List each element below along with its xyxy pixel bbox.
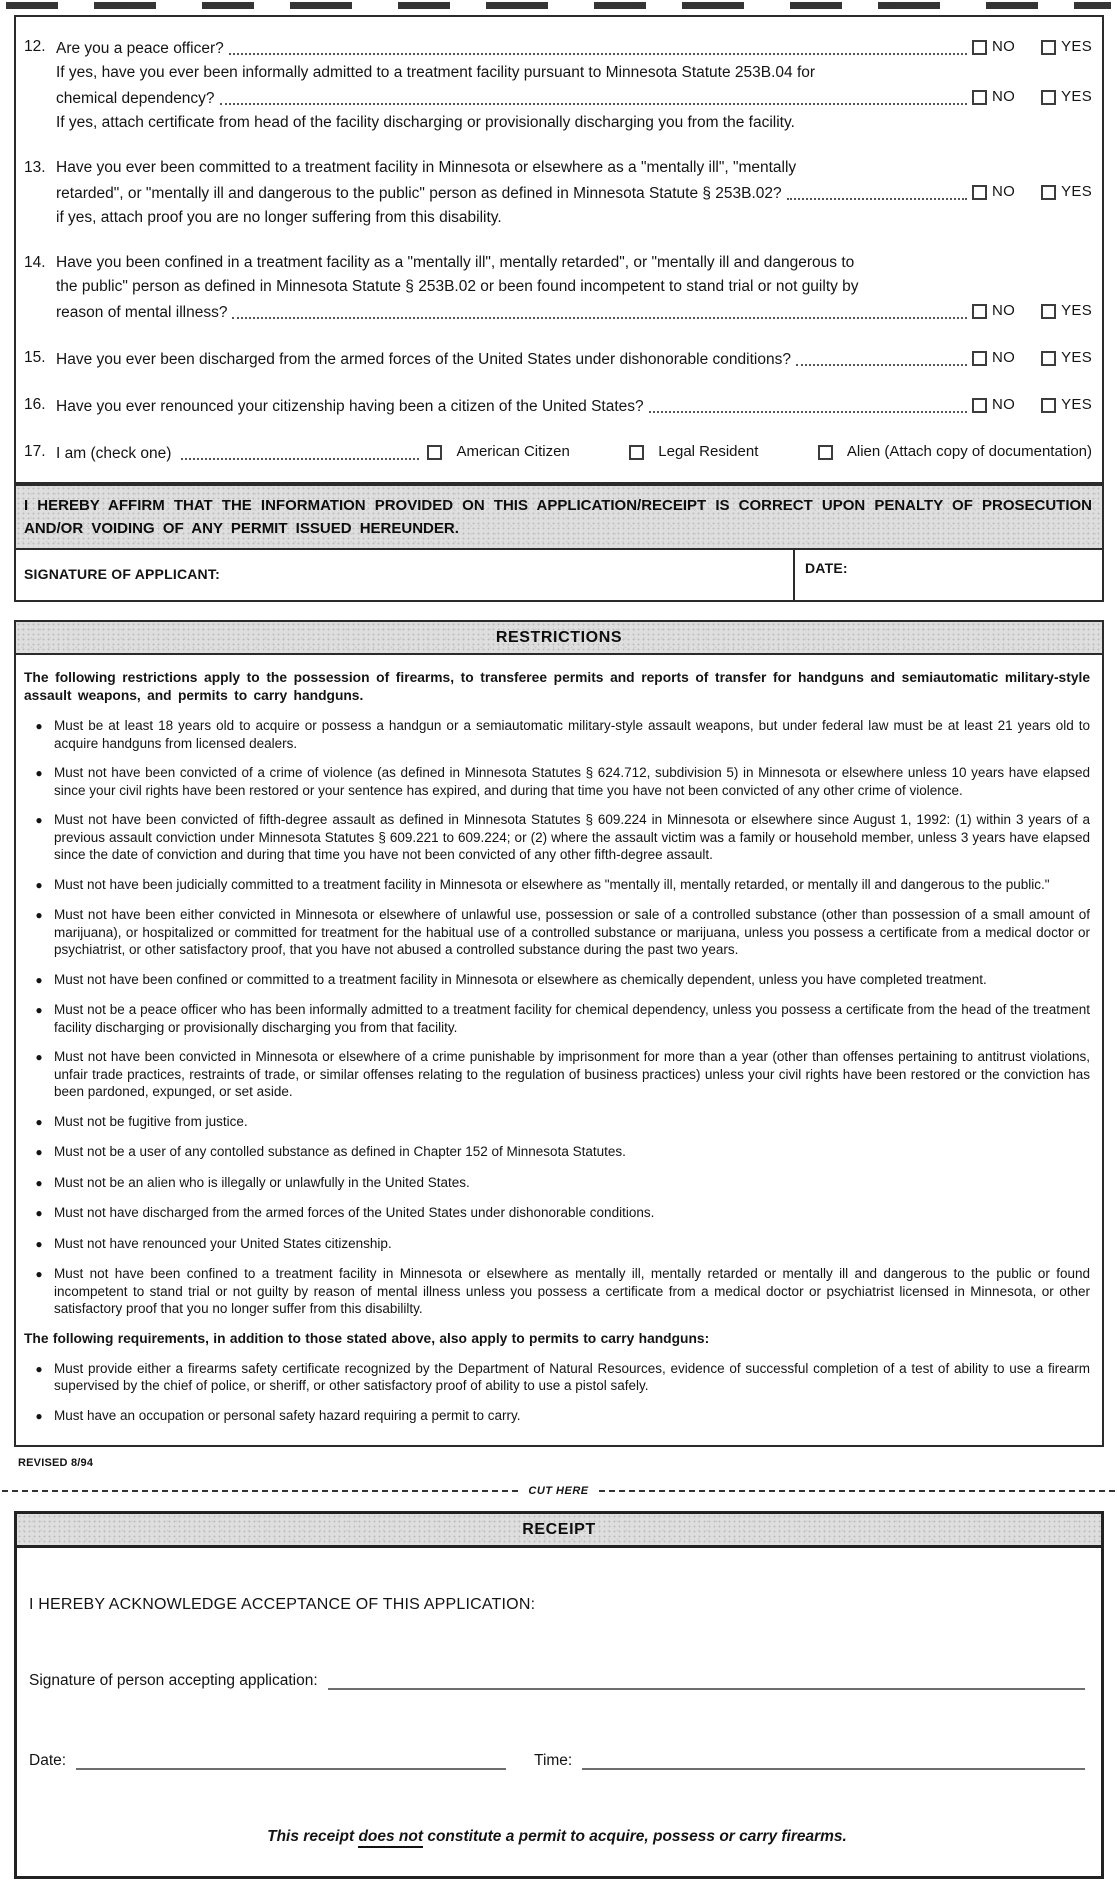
question-number: 13. <box>24 159 46 176</box>
bullet-text: Must not have been either convicted in Minnesota or elsewhere of unlawful use, possession or sale of a controlled substance (other than possession of a small amount of marijuana), or hospitalized or committed for treatment for the habitual use of a controlled substance or marijuana, unless you possess a certificate from a medical doctor or psychiatrist, or other satisfactory proof, that you have not abused a controlled substance during the past two years. <box>54 907 1090 957</box>
option-legal-resident <box>629 440 758 464</box>
question-text: Are you a peace officer? <box>56 40 224 57</box>
question-text: Have you ever renounced your citizenship having been a citizen of the United States? <box>56 398 644 415</box>
restriction-bullet <box>24 764 1090 799</box>
yes-label: YES <box>1061 302 1092 319</box>
receipt-footer: This receipt does not constitute a permit to acquire, possess or carry firearms. <box>29 1828 1085 1846</box>
dotted-leader <box>232 317 967 319</box>
date-cell[interactable] <box>795 550 1102 600</box>
receipt-header <box>17 1514 1101 1548</box>
option-american-citizen <box>427 440 569 464</box>
dotted-leader <box>649 411 967 413</box>
cut-here-label: CUT HERE <box>528 1485 589 1497</box>
question-text: reason of mental illness? <box>56 304 228 321</box>
carry-requirement-bullet <box>24 1407 1090 1426</box>
receipt-section <box>14 1511 1104 1879</box>
no-checkbox[interactable] <box>972 185 987 200</box>
question-number: 17. <box>24 443 46 460</box>
no-label: NO <box>991 349 1016 366</box>
bullet-text: Must not have been convicted of fifth-degree assault as defined in Minnesota Statutes § 609.224 in Minnesota or elsewhere since August 1, 1992: (1) within 3 years of a previous assault conviction under Minnesota Statutes § 609.221 to 609.224; or (2) where the assault victim was a family or household member, unless 3 years have elapsed since the date of conviction and during that time you have not been convicted of any other fifth-degree assault. <box>54 812 1090 862</box>
restrictions-header <box>16 622 1102 655</box>
yes-checkbox[interactable] <box>1041 351 1056 366</box>
bullet-text: Must not have been convicted of a crime of violence (as defined in Minnesota Statutes § 624.712, subdivision 5) in Minnesota or elsewhere unless 10 years have elapsed since your civil rights have been restored or your sentence has expired, and during that time you have not been convicted of any other crime of violence. <box>54 765 1090 798</box>
accepting-signature-row <box>29 1672 1085 1690</box>
restrictions-intro: The following restrictions apply to the possession of firearms, to transferee permits and reports of transfer for handguns and semiautomatic military-style assault weapons, and permits to carry handguns. <box>24 670 1090 703</box>
no-label: NO <box>991 183 1016 200</box>
affirmation-bar <box>14 484 1104 550</box>
carry-requirements-heading: The following requirements, in addition to those stated above, also apply to permits to carry handguns: <box>24 1330 710 1346</box>
yes-label: YES <box>1061 88 1092 105</box>
questions-section <box>14 15 1104 484</box>
restrictions-title: RESTRICTIONS <box>495 629 623 646</box>
bullet-icon: ● <box>35 1267 43 1281</box>
option-label: American Citizen <box>456 443 570 460</box>
restriction-bullet <box>24 1113 1090 1132</box>
question-text: Have you been confined in a treatment facility as a "mentally ill", mentally retarded", or "mentally ill and dangerous to <box>56 254 855 271</box>
bullet-text: Must not have been confined or committed to a treatment facility in Minnesota or elsewhere as chemically dependent, unless you have completed treatment. <box>54 971 987 987</box>
question-13 <box>22 156 1092 230</box>
yes-label: YES <box>1061 183 1092 200</box>
yes-checkbox[interactable] <box>1041 398 1056 413</box>
receipt-date-label: Date: <box>29 1752 67 1769</box>
restriction-bullet <box>24 717 1090 752</box>
question-number: 14. <box>24 254 46 271</box>
restriction-bullet <box>24 971 1090 990</box>
bullet-icon: ● <box>35 766 43 780</box>
no-label: NO <box>991 38 1016 55</box>
bullet-text: Must not be a peace officer who has been informally admitted to a treatment facility for chemical dependency, unless you possess a certificate from the head of the treatment facility discharging or provisionally discharging you from that facility. <box>54 1002 1090 1035</box>
bullet-text: Must provide either a firearms safety certificate recognized by the Department of Natural Resources, evidence of successful completion of a test of ability to use a firearm supervised by the chief of police, or sheriff, or other satisfactory proof of ability to use a pistol safely. <box>54 1360 1090 1393</box>
carry-requirement-bullet <box>24 1360 1090 1395</box>
option-label: Alien (Attach copy of documentation) <box>846 443 1092 460</box>
restriction-bullet <box>24 811 1090 864</box>
dotted-leader <box>229 53 967 55</box>
yes-checkbox[interactable] <box>1041 185 1056 200</box>
no-checkbox[interactable] <box>972 398 987 413</box>
question-12 <box>22 35 1092 135</box>
bullet-icon: ● <box>35 972 43 987</box>
option-alien <box>818 440 1092 464</box>
bullet-icon: ● <box>35 1361 43 1376</box>
yes-label: YES <box>1061 349 1092 366</box>
no-label: NO <box>991 396 1016 413</box>
restriction-bullet <box>24 1174 1090 1193</box>
yes-label: YES <box>1061 38 1092 55</box>
cut-dash-right <box>599 1490 1115 1492</box>
receipt-time-label: Time: <box>534 1752 573 1769</box>
bullet-icon: ● <box>35 1175 43 1190</box>
restriction-bullet <box>24 1204 1090 1223</box>
question-note: If yes, attach certificate from head of the facility discharging or provisionally discharging you from the facility. <box>56 114 795 131</box>
restriction-bullet <box>24 1235 1090 1254</box>
affirmation-text: I HEREBY AFFIRM THAT THE INFORMATION PROVIDED ON THIS APPLICATION/RECEIPT IS CORRECT UPON PENALTY OF PROSECUTION AND/OR VOIDING OF ANY PERMIT ISSUED HEREUNDER. <box>24 497 1092 537</box>
bullet-text: Must not have been judicially committed to a treatment facility in Minnesota or elsewhere as "mentally ill, mentally retarded, or mentally ill and dangerous to the public." <box>54 876 1050 892</box>
dotted-leader <box>220 103 967 105</box>
question-number: 15. <box>24 349 46 366</box>
yes-label: YES <box>1061 396 1092 413</box>
dotted-leader <box>796 364 967 366</box>
question-text: Have you ever been discharged from the armed forces of the United States under dishonorable conditions? <box>56 351 791 368</box>
bullet-icon: ● <box>35 1206 43 1220</box>
date-time-row <box>29 1752 1085 1770</box>
restriction-bullet <box>24 1265 1090 1318</box>
bullet-text: Must not have been confined to a treatment facility in Minnesota or elsewhere as mentally ill, mentally retarded or mentally ill and dangerous to the public or found incompetent to stand trial or not guilty by reason of mental illness unless you possess a certificate from a medical doctor or psychiatrist licensed in Minnesota, or other satisfactory proof that you no longer suffer from this disabililty. <box>54 1266 1090 1316</box>
yes-checkbox[interactable] <box>1041 90 1056 105</box>
no-checkbox[interactable] <box>972 90 987 105</box>
receipt-title: RECEIPT <box>522 1521 596 1538</box>
signature-of-applicant-cell[interactable] <box>16 550 795 600</box>
american-citizen-checkbox[interactable] <box>427 445 442 460</box>
date-fill-line[interactable] <box>76 1768 506 1770</box>
bullet-text: Must not be an alien who is illegally or unlawfully in the United States. <box>54 1174 470 1190</box>
cut-dash-left <box>2 1490 518 1492</box>
question-text: Have you ever been committed to a treatment facility in Minnesota or elsewhere as a "mentally ill", "mentally <box>56 159 797 176</box>
dotted-leader <box>787 198 967 200</box>
yes-checkbox[interactable] <box>1041 40 1056 55</box>
yes-checkbox[interactable] <box>1041 304 1056 319</box>
question-number: 16. <box>24 396 46 413</box>
option-label: Legal Resident <box>658 443 759 460</box>
bullet-text: Must not have renounced your United States citizenship. <box>54 1235 392 1251</box>
restriction-bullet <box>24 906 1090 959</box>
question-text: If yes, have you ever been informally admitted to a treatment facility pursuant to Minnesota Statute 253B.04 for <box>56 64 816 81</box>
restriction-bullet <box>24 876 1090 895</box>
bullet-text: Must have an occupation or personal safety hazard requiring a permit to carry. <box>54 1407 521 1423</box>
bullet-text: Must be at least 18 years old to acquire or possess a handgun or a semiautomatic military-style assault weapons, but under federal law must be at least 21 years old to acquire handguns from licensed dealers. <box>54 718 1090 751</box>
bullet-text: Must not be a user of any contolled substance as defined in Chapter 152 of Minnesota Statutes. <box>54 1144 626 1159</box>
receipt-signature-label: Signature of person accepting application: <box>29 1672 318 1689</box>
question-16 <box>22 393 1092 419</box>
alien-checkbox[interactable] <box>818 445 833 460</box>
bullet-icon: ● <box>35 1145 43 1159</box>
bullet-icon: ● <box>35 719 43 733</box>
no-checkbox[interactable] <box>972 351 987 366</box>
question-text: I am (check one) <box>56 445 172 462</box>
question-number: 12. <box>24 38 46 55</box>
date-label: DATE: <box>805 560 848 576</box>
question-14 <box>22 251 1092 325</box>
bullet-text: Must not have been convicted in Minnesota or elsewhere of a crime punishable by imprisonment for more than a year (other than offenses pertaining to antitrust violations, unfair trade practices, restraints of trade, or similar offenses relating to the regulation of business practices) unless your civil rights have been restored or the conviction has been pardoned, expunged, or set aside. <box>54 1049 1090 1099</box>
bullet-icon: ● <box>35 1114 43 1129</box>
cut-here-line <box>2 1485 1115 1497</box>
scan-artifact <box>6 2 1111 9</box>
question-text: retarded", or "mentally ill and dangerous to the public" person as defined in Minnesota Statute § 253B.02? <box>56 185 782 202</box>
bullet-icon: ● <box>35 1050 43 1064</box>
bullet-text: Must not have discharged from the armed forces of the United States under dishonorable conditions. <box>54 1205 655 1220</box>
question-17 <box>22 440 1092 466</box>
bullet-icon: ● <box>35 877 43 892</box>
bullet-icon: ● <box>35 1003 43 1017</box>
restriction-bullet <box>24 1001 1090 1036</box>
signature-fill-line[interactable] <box>328 1688 1085 1690</box>
signature-row <box>14 550 1104 602</box>
does-not-underline: does not <box>358 1828 423 1848</box>
question-note: if yes, attach proof you are no longer suffering from this disability. <box>56 209 502 226</box>
question-15 <box>22 346 1092 372</box>
question-text: the public" person as defined in Minnesota Statute § 253B.02 or been found incompetent to stand trial or not guilty by <box>56 278 859 295</box>
legal-resident-checkbox[interactable] <box>629 445 644 460</box>
signature-label: SIGNATURE OF APPLICANT: <box>24 566 220 582</box>
bullet-icon: ● <box>35 908 43 922</box>
bullet-icon: ● <box>35 813 43 827</box>
time-fill-line[interactable] <box>582 1768 1085 1770</box>
bullet-icon: ● <box>35 1236 43 1251</box>
no-label: NO <box>991 302 1016 319</box>
bullet-icon: ● <box>35 1408 43 1423</box>
no-checkbox[interactable] <box>972 40 987 55</box>
dotted-leader <box>181 458 419 460</box>
question-text: chemical dependency? <box>56 90 215 107</box>
restriction-bullet <box>24 1143 1090 1162</box>
bullet-text: Must not be fugitive from justice. <box>54 1113 248 1129</box>
receipt-acknowledgement: I HEREBY ACKNOWLEDGE ACCEPTANCE OF THIS APPLICATION: <box>29 1596 536 1613</box>
no-checkbox[interactable] <box>972 304 987 319</box>
restriction-bullet <box>24 1048 1090 1101</box>
revision-note: REVISED 8/94 <box>18 1457 94 1469</box>
restrictions-section <box>14 620 1104 1447</box>
no-label: NO <box>991 88 1016 105</box>
